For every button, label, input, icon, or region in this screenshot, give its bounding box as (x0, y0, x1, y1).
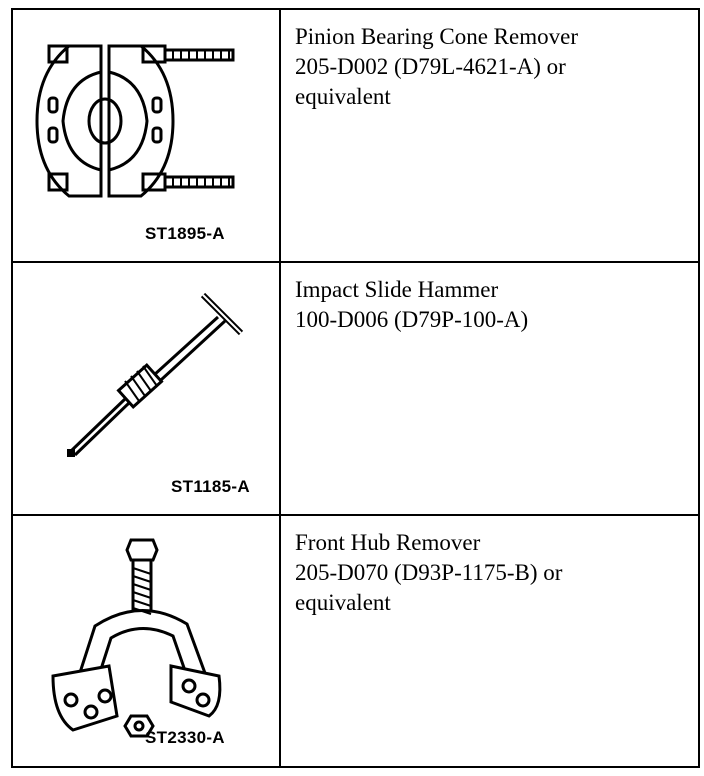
tool-name: Impact Slide Hammer (295, 277, 499, 302)
tool-name: Front Hub Remover (295, 530, 481, 555)
tool-description (281, 516, 698, 618)
tool-description-cell (280, 262, 699, 515)
tool-description-cell (280, 9, 699, 262)
tool-row (12, 262, 699, 515)
tool-code: ST2330-A (145, 728, 225, 747)
tool-description-cell (280, 515, 699, 767)
tool-part-number: 205-D070 (D93P-1175-B) or (295, 560, 563, 585)
tool-name: Pinion Bearing Cone Remover (295, 24, 578, 49)
tool-illustration-cell (12, 262, 280, 515)
tool-row (12, 9, 699, 262)
tool-description (281, 263, 698, 335)
tool-illustration-cell (12, 515, 280, 767)
tool-row (12, 515, 699, 767)
tool-equivalent-note: equivalent (295, 84, 391, 109)
tool-code: ST1185-A (171, 477, 250, 496)
tool-illustration-cell (12, 9, 280, 262)
special-tools-table (11, 8, 700, 768)
tool-part-number: 205-D002 (D79L-4621-A) or (295, 54, 566, 79)
tool-part-number: 100-D006 (D79P-100-A) (295, 307, 529, 332)
tool-equivalent-note: equivalent (295, 590, 391, 615)
tool-code: ST1895-A (145, 224, 225, 243)
tool-description (281, 10, 698, 112)
